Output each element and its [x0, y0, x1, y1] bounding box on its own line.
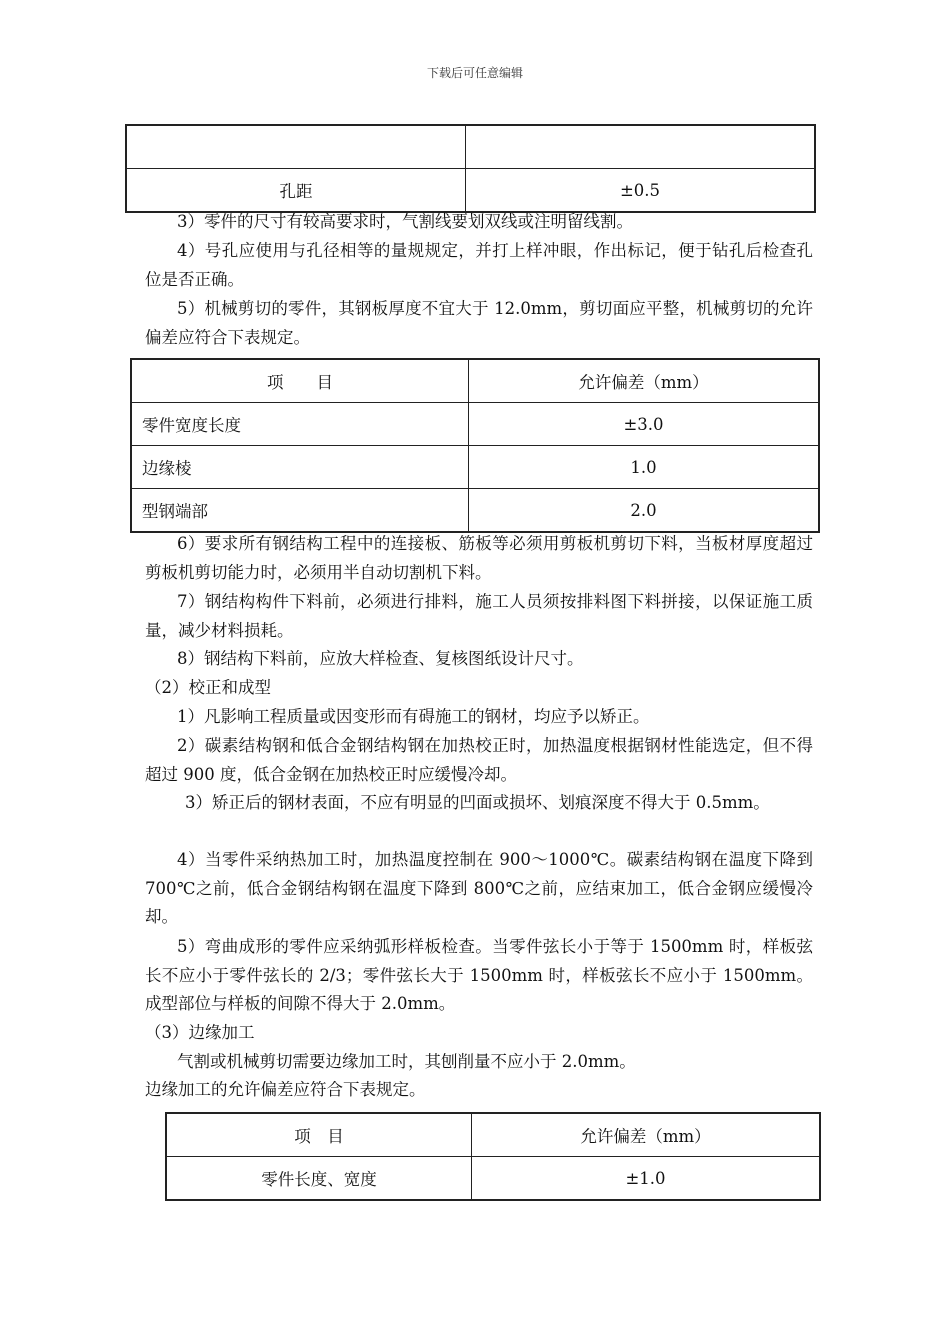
- table-row: [131, 489, 819, 533]
- table-row: [131, 446, 819, 489]
- table-header-cell: 项 目: [166, 1113, 472, 1157]
- hole-distance-table: [125, 124, 816, 213]
- table-header-cell: 允许偏差（mm）: [469, 359, 820, 403]
- edge-machining-tolerance-table: [165, 1112, 821, 1201]
- table-cell: 零件长度、宽度: [166, 1157, 472, 1201]
- paragraph: 2）碳素结构钢和低合金钢结构钢在加热校正时，加热温度根据钢材性能选定，但不得超过 900 度，低合金钢在加热校正时应缓慢冷却。: [145, 736, 813, 784]
- page-header-note: 下载后可任意编辑: [426, 66, 523, 80]
- table-header-row: [166, 1113, 820, 1157]
- paragraph: 5）弯曲成形的零件应采纳弧形样板检查。当零件弦长小于等于 1500mm 时，样板弦长不应小于零件弦长的 2/3；零件弦长大于 1500mm 时，样板弦长不应小于 1500mm。成型部位与样板的间隙不得大于 2.0mm。: [145, 937, 813, 1013]
- table-cell: [126, 125, 466, 169]
- table-cell: ±1.0: [472, 1157, 821, 1201]
- paragraph: 3）矫正后的钢材表面，不应有明显的凹面或损坏、划痕深度不得大于 0.5mm。: [185, 793, 770, 812]
- shear-tolerance-table: [130, 358, 820, 533]
- paragraph: 气割或机械剪切需要边缘加工时，其刨削量不应小于 2.0mm。: [177, 1052, 636, 1071]
- section-heading: （2）校正和成型: [145, 678, 271, 697]
- table-header-cell: 允许偏差（mm）: [472, 1113, 821, 1157]
- table-cell: ±0.5: [466, 169, 816, 213]
- paragraph: 7）钢结构构件下料前，必须进行排料，施工人员须按排料图下料拼接，以保证施工质量，减少材料损耗。: [145, 592, 813, 640]
- section-heading: （3）边缘加工: [145, 1023, 255, 1042]
- table-cell: ±3.0: [469, 403, 820, 446]
- table-row: [126, 169, 815, 213]
- table-header-cell: 项 目: [131, 359, 469, 403]
- paragraph: 4）号孔应使用与孔径相等的量规规定，并打上样冲眼，作出标记，便于钻孔后检查孔位是否正确。: [145, 241, 813, 289]
- table-row: [166, 1157, 820, 1201]
- paragraph: 3）零件的尺寸有较高要求时，气割线要划双线或注明留线割。: [177, 212, 633, 231]
- table-row: [131, 403, 819, 446]
- paragraph: 边缘加工的允许偏差应符合下表规定。: [145, 1080, 426, 1099]
- paragraph: 6）要求所有钢结构工程中的连接板、筋板等必须用剪板机剪切下料，当板材厚度超过剪板机剪切能力时，必须用半自动切割机下料。: [145, 534, 813, 582]
- paragraph: 8）钢结构下料前，应放大样检查、复核图纸设计尺寸。: [177, 649, 584, 668]
- table-header-row: [131, 359, 819, 403]
- paragraph: 4）当零件采纳热加工时，加热温度控制在 900～1000℃。碳素结构钢在温度下降到 700℃之前，低合金钢结构钢在温度下降到 800℃之前，应结束加工，低合金钢应缓慢冷却。: [145, 850, 813, 926]
- table-row: [126, 125, 815, 169]
- paragraph: 5）机械剪切的零件，其钢板厚度不宜大于 12.0mm，剪切面应平整，机械剪切的允许偏差应符合下表规定。: [145, 299, 813, 347]
- table-cell: 边缘棱: [131, 446, 469, 489]
- paragraph: 1）凡影响工程质量或因变形而有碍施工的钢材，均应予以矫正。: [177, 707, 650, 726]
- table-cell: 2.0: [469, 489, 820, 533]
- table-cell: 零件宽度长度: [131, 403, 469, 446]
- table-cell: 1.0: [469, 446, 820, 489]
- table-cell: [466, 125, 816, 169]
- table-cell: 孔距: [126, 169, 466, 213]
- table-cell: 型钢端部: [131, 489, 469, 533]
